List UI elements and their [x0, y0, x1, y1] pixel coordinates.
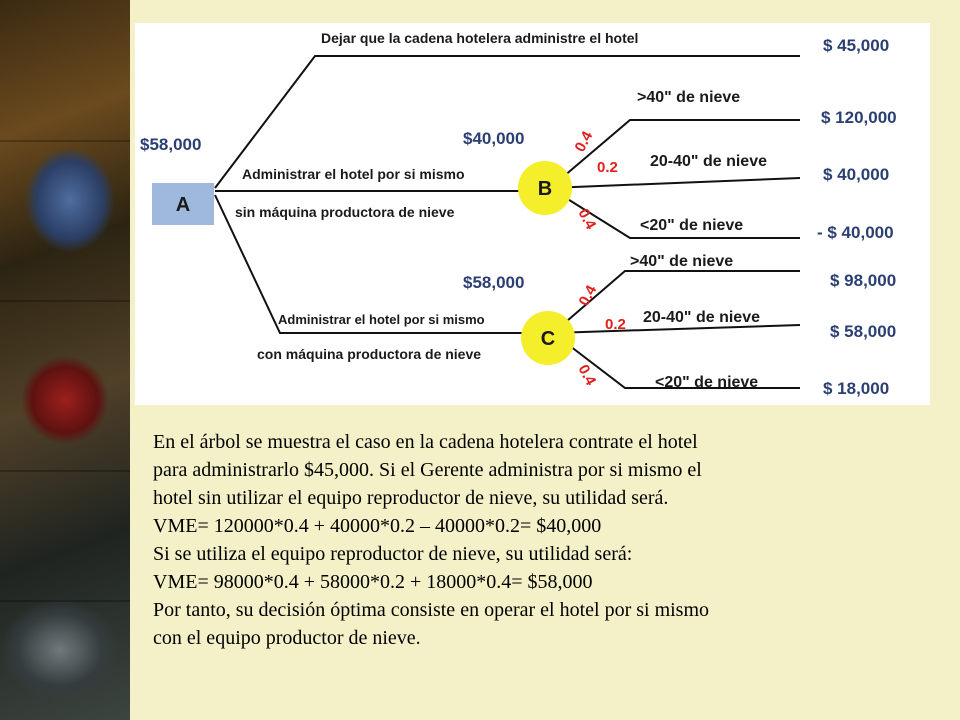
explanation-text [153, 428, 943, 652]
node-c-label: C [540, 328, 556, 350]
outcome-c1-label: >40" de nieve [630, 253, 734, 270]
explanation-line: VME= 120000*0.4 + 40000*0.2 – 40000*0.2= $40,000 [153, 515, 602, 537]
payoff-c2: $ 58,000 [830, 322, 897, 341]
prob-c1: 0.4 [575, 282, 601, 309]
outcome-line-b2 [550, 178, 800, 188]
payoff-b2: $ 40,000 [823, 165, 890, 184]
explanation-line: Si se utiliza el equipo reproductor de nieve, su utilidad será: [153, 543, 633, 565]
decision-tree-panel [135, 23, 930, 405]
node-b-label: B [537, 178, 553, 200]
decision-tree [135, 23, 930, 405]
prob-c2: 0.2 [605, 316, 626, 333]
decorative-medal-image [0, 0, 130, 720]
payoff-c1: $ 98,000 [830, 271, 897, 290]
machine-label-1: Administrar el hotel por si mismo [278, 312, 485, 327]
payoff-hotel-chain: $ 45,000 [823, 36, 890, 55]
explanation-line: con el equipo productor de nieve. [153, 627, 421, 649]
prob-b1: 0.4 [571, 128, 597, 155]
payoff-b1: $ 120,000 [821, 108, 897, 127]
outcome-c3-label: <20" de nieve [655, 374, 759, 391]
explanation-line: VME= 98000*0.4 + 58000*0.2 + 18000*0.4= $58,000 [153, 571, 593, 593]
outcome-b3-label: <20" de nieve [640, 217, 744, 234]
hotel-chain-label: Dejar que la cadena hotelera administre el hotel [321, 30, 639, 46]
outcome-b2-label: 20-40" de nieve [650, 153, 767, 170]
node-a-label: A [175, 194, 191, 216]
explanation-line: hotel sin utilizar el equipo reproductor de nieve, su utilidad será. [153, 487, 669, 509]
no-machine-label-2: sin máquina productora de nieve [235, 204, 455, 220]
payoff-b3: - $ 40,000 [817, 223, 894, 242]
root-value: $58,000 [140, 135, 202, 154]
outcome-line-c2 [553, 325, 800, 333]
no-machine-label-1: Administrar el hotel por si mismo [242, 166, 465, 182]
explanation-line: En el árbol se muestra el caso en la cadena hotelera contrate el hotel [153, 431, 698, 453]
prob-b3: 0.4 [574, 205, 600, 233]
machine-label-2: con máquina productora de nieve [257, 346, 482, 362]
explanation-line: Por tanto, su decisión óptima consiste en operar el hotel por si mismo [153, 599, 710, 621]
prob-c3: 0.4 [574, 361, 600, 389]
node-c-value: $58,000 [463, 273, 525, 292]
outcome-c2-label: 20-40" de nieve [643, 309, 760, 326]
explanation-line: para administrarlo $45,000. Si el Gerente administra por si mismo el [153, 459, 702, 481]
node-b-value: $40,000 [463, 129, 525, 148]
outcome-b1-label: >40" de nieve [637, 89, 741, 106]
prob-b2: 0.2 [597, 159, 618, 176]
payoff-c3: $ 18,000 [823, 379, 890, 398]
